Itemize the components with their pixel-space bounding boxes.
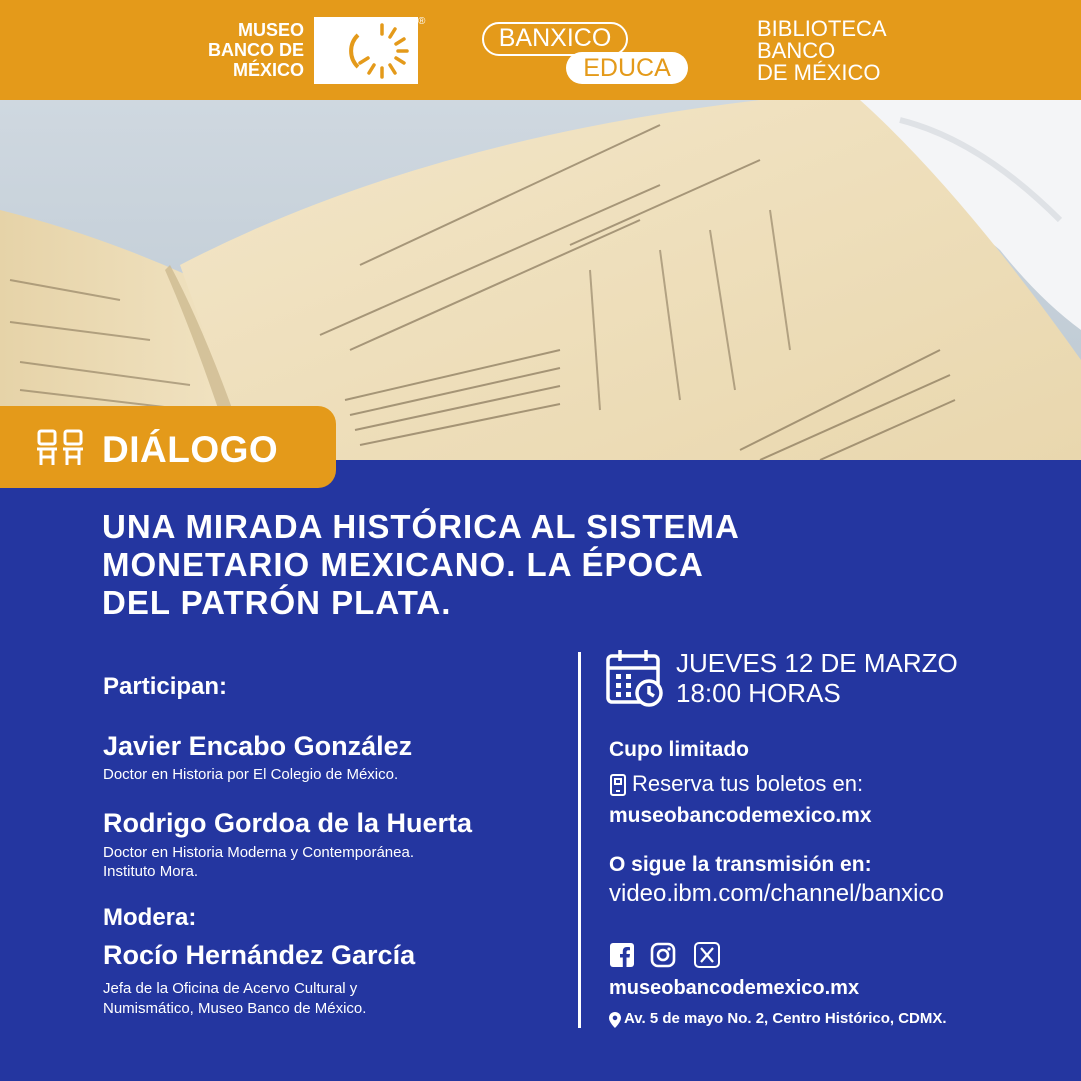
tag-label: DIÁLOGO [102, 429, 279, 470]
educa-logo: EDUCA [566, 52, 688, 84]
museo-logo-sun-mark [314, 17, 418, 84]
title-line: DEL PATRÓN PLATA. [102, 584, 452, 621]
moderator-description: Numismático, Museo Banco de México. [103, 1000, 367, 1017]
facebook-icon[interactable] [609, 942, 635, 968]
title-line: MONETARIO MEXICANO. LA ÉPOCA [102, 546, 704, 583]
moderator-description: Jefa de la Oficina de Acervo Cultural y [103, 980, 358, 997]
participant-name: Rodrigo Gordoa de la Huerta [103, 808, 473, 838]
calendar-clock-icon [605, 648, 665, 708]
event-date: JUEVES 12 DE MARZO [676, 648, 958, 678]
event-time: 18:00 HORAS [676, 678, 841, 708]
participant-description: Doctor en Historia Moderna y Contemporánea. [103, 844, 414, 861]
title-line: UNA MIRADA HISTÓRICA AL SISTEMA [102, 508, 740, 545]
column-divider [578, 652, 581, 1028]
header-bar [0, 0, 1081, 100]
address: Av. 5 de mayo No. 2, Centro Histórico, CDMX. [624, 1010, 947, 1027]
reserve-label: Reserva tus boletos en: [632, 771, 864, 796]
registered-mark: ® [418, 16, 426, 27]
biblioteca-logo-text: BIBLIOTECA BANCO DE MÉXICO [757, 16, 887, 85]
participant-name: Javier Encabo González [103, 731, 413, 761]
mobile-phone-icon [609, 774, 627, 796]
moderator-label: Modera: [103, 904, 197, 931]
stream-link[interactable]: video.ibm.com/channel/banxico [609, 880, 944, 907]
stream-label: O sigue la transmisión en: [609, 853, 872, 876]
participant-description: Instituto Mora. [103, 863, 199, 880]
sun-rays-icon [314, 17, 418, 84]
x-icon[interactable] [694, 942, 720, 968]
capacity-note: Cupo limitado [609, 738, 749, 761]
people-icon [36, 428, 86, 468]
event-date-time [676, 648, 958, 708]
banxico-logo: BANXICO [482, 22, 628, 56]
instagram-icon[interactable] [650, 942, 676, 968]
reserve-link[interactable]: museobancodemexico.mx [609, 804, 872, 827]
participants-label: Participan: [103, 673, 228, 700]
event-title [102, 508, 982, 622]
moderator-name: Rocío Hernández García [103, 940, 416, 970]
website-link[interactable]: museobancodemexico.mx [609, 977, 860, 999]
museo-banco-de-mexico-logo-text: MUSEO BANCO DE MÉXICO [207, 20, 304, 80]
location-pin-icon [609, 1012, 621, 1028]
event-type-tag [0, 406, 336, 488]
participant-description: Doctor en Historia por El Colegio de México. [103, 766, 399, 783]
